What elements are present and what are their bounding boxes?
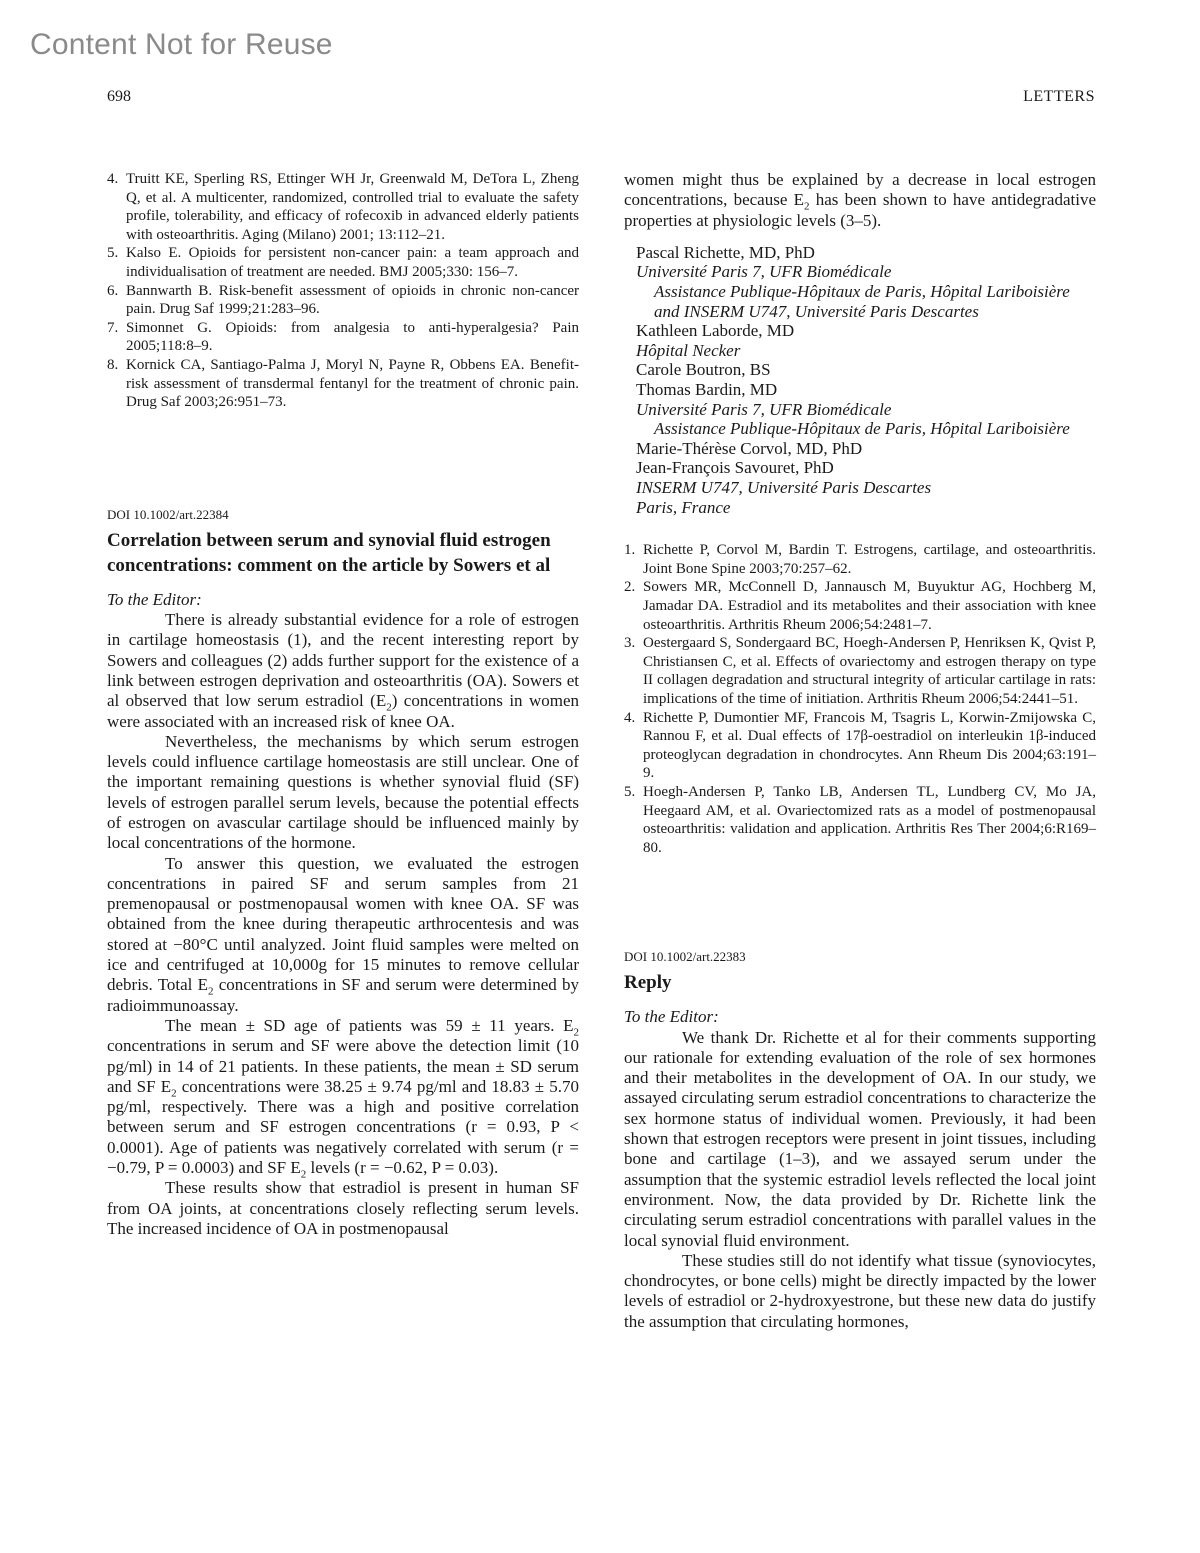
author-name: Marie-Thérèse Corvol, MD, PhD: [636, 438, 863, 458]
author-affiliation: Paris, France: [636, 497, 731, 517]
author-affiliation: Assistance Publique-Hôpitaux de Paris, Hôpital Lariboisière and INSERM U747, Université Paris Descartes: [654, 282, 1070, 321]
reference-text: Kornick CA, Santiago-Palma J, Moryl N, Payne R, Obbens EA. Benefit-risk assessment of transdermal fentanyl for the treatment of chronic pain. Drug Saf 2003;26:951–73.: [126, 356, 579, 411]
reference-number: 7.: [107, 319, 119, 336]
author-affiliation: Hôpital Necker: [636, 340, 741, 360]
reference-item: [107, 356, 579, 412]
author-name: Kathleen Laborde, MD: [636, 321, 795, 341]
body-paragraph: These studies still do not identify what tissue (synoviocytes, chondrocytes, or bone cells) might be directly impacted by the lower levels of estradiol or 2-hydroxyestrone, but these new data do justify the assumption that circulating hormones,: [624, 1250, 1096, 1331]
author-name: Jean-François Savouret, PhD: [636, 458, 834, 478]
reference-number: 2.: [624, 579, 636, 596]
watermark: Content Not for Reuse: [30, 28, 333, 61]
reference-text: Richette P, Dumontier MF, Francois M, Tsagris L, Korwin-Zmijowska C, Rannou F, et al. Dual effects of 17β-oestradiol on interleukin 1β-induced proteoglycan degradation in chondrocytes. Ann Rheum Dis 2004;63:191–9.: [643, 709, 1096, 782]
reply-doi: DOI 10.1002/art.22383: [624, 949, 746, 965]
body-paragraph: The mean ± SD age of patients was 59 ± 11 years. $E_2$ concentrations in serum and SF were above the detection limit (10 pg/ml) in 14 of 21 patients. In these patients, the mean ± SD serum and SF $E_2$ concentrations were 38.25 ± 9.74 pg/ml and 18.83 ± 5.70 pg/ml, respectively. There was a high and positive correlation between serum and SF estrogen concentrations (r = 0.93, P < 0.0001). Age of patients was negatively correlated with serum (r = −0.79, P = 0.0003) and SF $E_2$ levels (r = −0.62, P = 0.03).: [107, 1015, 579, 1181]
reference-number: 5.: [107, 245, 119, 262]
author-affiliation: Université Paris 7, UFR Biomédicale: [636, 262, 892, 282]
reference-item: [624, 783, 1096, 857]
right-column: [624, 170, 1096, 1332]
reference-item: [624, 541, 1096, 578]
author-affiliation: Assistance Publique-Hôpitaux de Paris, Hôpital Lariboisière: [654, 419, 1070, 439]
author-affiliation: Université Paris 7, UFR Biomédicale: [636, 399, 892, 419]
body-paragraph: We thank Dr. Richette et al for their comments supporting our rationale for extending evaluation of the role of sex hormones and their metabolites in the development of OA. In our study, we assayed circulating serum estradiol concentrations to characterize the sex hormone status of individual women. Previously, it had been shown that estrogen receptors were present in joint tissues, including bone and cartilage (1–3), and we assayed serum under the assumption that the systemic estradiol levels reflected the local joint environment. Now, the data provided by Dr. Richette link the circulating serum estradiol concentrations with parallel values in the local synovial fluid environment.: [624, 1027, 1096, 1250]
running-head: LETTERS: [1023, 88, 1095, 105]
author-name: Thomas Bardin, MD: [636, 380, 778, 400]
body-paragraph: To answer this question, we evaluated the estrogen concentrations in paired SF and serum samples from 21 premenopausal or postmenopausal women with knee OA. SF was obtained from the knee during therapeutic arthrocentesis and was stored at −80°C until analyzed. Joint fluid samples were melted on ice and centrifuged at 10,000g for 15 minutes to remove cellular debris. Total $E_2$ concentrations in SF and serum were determined by radioimmunoassay.: [107, 853, 579, 1015]
reference-text: Truitt KE, Sperling RS, Ettinger WH Jr, Greenwald M, DeTora L, Zheng Q, et al. A multicenter, randomized, controlled trial to evaluate the safety profile, tolerability, and efficacy of rofecoxib in advanced elderly patients with osteoarthritis. Aging (Milano) 2001; 13:112–21.: [126, 171, 579, 243]
author-block: [636, 243, 1096, 517]
page-number: 698: [107, 88, 131, 105]
reference-item: [107, 319, 579, 356]
salutation: To the Editor:: [107, 589, 202, 609]
left-column: [107, 170, 579, 1239]
reference-text: Bannwarth B. Risk-benefit assessment of opioids in chronic non-cancer pain. Drug Saf 1999;21:283–96.: [126, 282, 579, 318]
author-name: Carole Boutron, BS: [636, 360, 771, 380]
body-paragraph: There is already substantial evidence for a role of estrogen in cartilage homeostasis (1), and the recent interesting report by Sowers and colleagues (2) adds further support for the existence of a link between estrogen deprivation and osteoarthritis (OA). Sowers et al observed that low serum estradiol $(E_2)$ concentrations in women were associated with an increased risk of knee OA.: [107, 610, 580, 731]
body-paragraph: Nevertheless, the mechanisms by which serum estrogen levels could influence cartilage homeostasis are still unclear. One of the important remaining questions is whether synovial fluid (SF) levels of estrogen parallel serum levels, because the potential effects of estrogen on avascular cartilage should be influenced mainly by local concentrations of the hormone.: [107, 731, 579, 853]
reference-number: 4.: [624, 709, 636, 726]
reference-number: 6.: [107, 282, 119, 299]
reference-text: Hoegh-Andersen P, Tanko LB, Andersen TL, Lundberg CV, Mo JA, Heegaard AM, et al. Ovariectomized rats as a model of postmenopausal osteoarthritis: validation and application. Arthritis Res Ther 2004;6:R169–80.: [643, 783, 1096, 856]
reference-text: Richette P, Corvol M, Bardin T. Estrogens, cartilage, and osteoarthritis. Joint Bone Spine 2003;70:257–62.: [643, 542, 1096, 577]
reference-item: [624, 634, 1096, 708]
reference-text: Kalso E. Opioids for persistent non-cancer pain: a team approach and individualisation of treatment are needed. BMJ 2005;330: 156–7.: [126, 245, 579, 280]
body-paragraph: These results show that estradiol is present in human SF from OA joints, at concentrations closely reflecting serum levels. The increased incidence of OA in postmenopausal: [107, 1178, 579, 1238]
reference-list: [624, 541, 1096, 857]
author-affiliation: INSERM U747, Université Paris Descartes: [636, 478, 932, 498]
article-title: Correlation between serum and synovial fluid estrogen concentrations: comment on the article by Sowers et al: [107, 529, 551, 576]
reference-item: [107, 282, 579, 319]
reference-item: [624, 709, 1096, 783]
reference-text: Simonnet G. Opioids: from analgesia to anti-hyperalgesia? Pain 2005;118:8–9.: [126, 319, 579, 355]
reply-title: Reply: [624, 972, 672, 994]
reference-item: [107, 170, 579, 244]
reference-text: Oestergaard S, Sondergaard BC, Hoegh-Andersen P, Henriksen K, Qvist P, Christiansen C, et al. Effects of ovariectomy and estrogen therapy on type II collagen degradation and structural integrity of articular cartilage in rats: implications of the time of initiation. Arthritis Rheum 2006;54:2441–51.: [643, 635, 1096, 707]
reference-number: 1.: [624, 542, 636, 559]
reference-number: 3.: [624, 635, 636, 652]
reference-text: Sowers MR, McConnell D, Jannausch M, Buyuktur AG, Hochberg M, Jamadar DA. Estradiol and its metabolites and their association with knee osteoarthritis. Arthritis Rheum 2006;54:2481–7.: [643, 579, 1096, 633]
salutation: To the Editor:: [624, 1007, 719, 1027]
reference-list-previous: [107, 170, 579, 412]
reference-item: [107, 244, 579, 281]
reference-number: 4.: [107, 171, 119, 187]
reference-number: 8.: [107, 356, 119, 373]
body-paragraph-continued: women might thus be explained by a decrease in local estrogen concentrations, because $E_2$ has been shown to have antidegradative properties at physiologic levels (3–5).: [624, 170, 1096, 230]
reference-item: [624, 578, 1096, 634]
author-name: Pascal Richette, MD, PhD: [636, 242, 815, 262]
reference-number: 5.: [624, 783, 636, 800]
article-doi: DOI 10.1002/art.22384: [107, 506, 229, 522]
